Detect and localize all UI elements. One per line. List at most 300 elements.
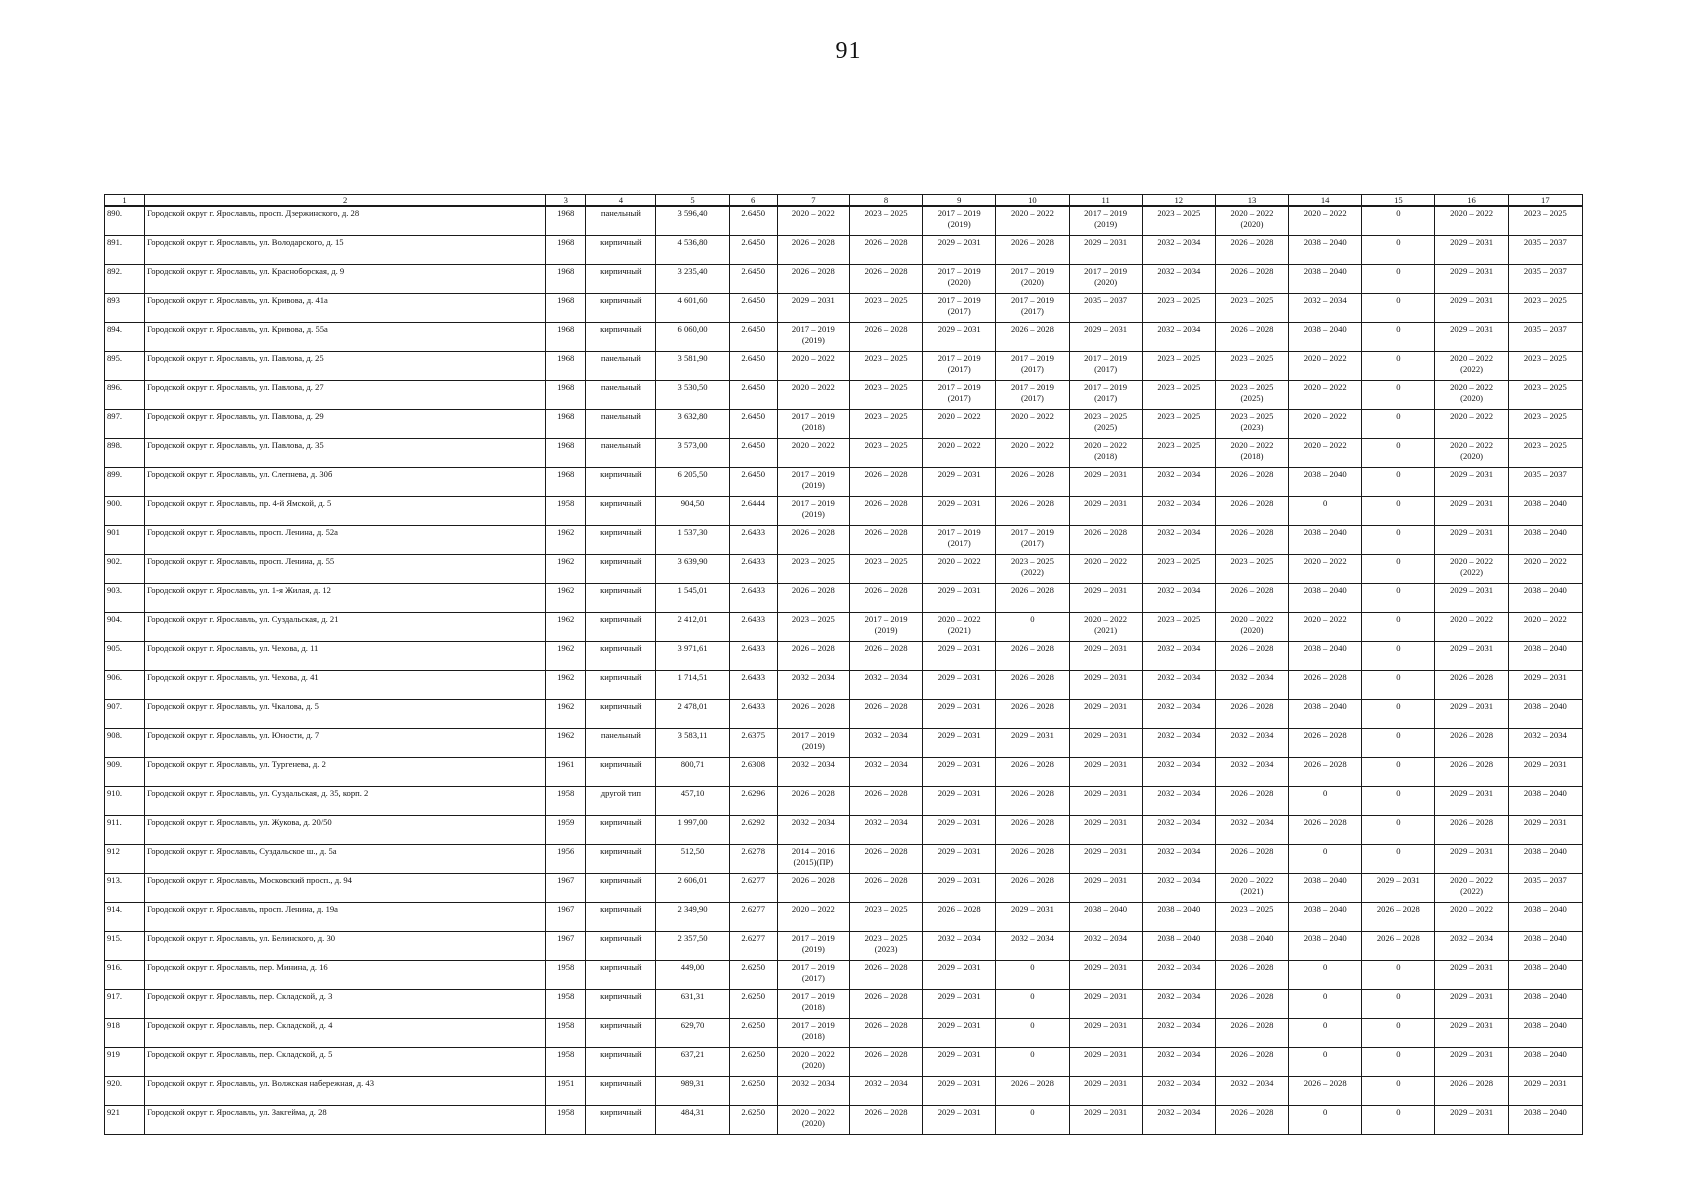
table-row (105, 410, 1583, 439)
table-cell (1435, 323, 1508, 352)
table-cell (849, 1019, 922, 1048)
cell-text: 3 530,50 (677, 382, 708, 392)
table-cell (1289, 961, 1362, 990)
row-number-cell (105, 468, 145, 497)
cell-text: 912 (107, 846, 120, 856)
cell-text: 2023 – 2025 (1230, 295, 1274, 305)
cell-text: (2019) (801, 944, 825, 954)
table-cell (1069, 961, 1142, 990)
table-cell (729, 816, 777, 845)
table-cell (777, 845, 849, 874)
cell-text: 2026 – 2028 (791, 527, 835, 537)
table-cell (849, 671, 922, 700)
table-cell (656, 439, 729, 468)
table-cell (729, 613, 777, 642)
table-cell (1069, 468, 1142, 497)
table-cell (656, 903, 729, 932)
table-cell (1215, 265, 1288, 294)
cell-text: 2038 – 2040 (1523, 1020, 1567, 1030)
address-cell (145, 758, 546, 787)
cell-text: 0 (1396, 208, 1401, 218)
cell-text: 893 (107, 295, 120, 305)
table-cell (1215, 874, 1288, 903)
cell-text: 2029 – 2031 (937, 1020, 981, 1030)
cell-text: 2017 – 2019 (1084, 353, 1128, 363)
table-cell (1508, 236, 1582, 265)
table-cell (656, 206, 729, 236)
table-cell (1069, 584, 1142, 613)
table-cell (996, 468, 1069, 497)
table-cell (1069, 903, 1142, 932)
cell-text: (2019) (801, 480, 825, 490)
cell-text: 2029 – 2031 (1084, 759, 1128, 769)
cell-text: 631,31 (680, 991, 705, 1001)
table-cell (1435, 816, 1508, 845)
cell-text: 2026 – 2028 (1010, 237, 1054, 247)
column-number-cell: 4 (586, 195, 656, 207)
cell-text: кирпичный (600, 933, 642, 943)
table-cell (1069, 729, 1142, 758)
cell-text: (2025) (1094, 422, 1118, 432)
cell-text: 0 (1396, 556, 1401, 566)
cell-text: 2032 – 2034 (1157, 701, 1201, 711)
table-cell (656, 294, 729, 323)
table-cell (923, 787, 996, 816)
cell-text: 3 581,90 (677, 353, 708, 363)
table-cell (1142, 265, 1215, 294)
cell-text: Городской округ г. Ярославль, Московский просп., д. 94 (147, 875, 352, 885)
table-cell (546, 294, 586, 323)
cell-text: 2029 – 2031 (1010, 904, 1054, 914)
table-row (105, 1077, 1583, 1106)
table-cell (1289, 294, 1362, 323)
table-cell (1289, 874, 1362, 903)
table-cell (1215, 410, 1288, 439)
table-cell (546, 352, 586, 381)
table-cell (996, 236, 1069, 265)
table-cell (923, 555, 996, 584)
cell-text: кирпичный (600, 266, 642, 276)
table-cell (996, 642, 1069, 671)
table-cell (923, 294, 996, 323)
table-cell (1508, 1019, 1582, 1048)
table-cell (1215, 671, 1288, 700)
cell-text: 2029 – 2031 (1450, 237, 1494, 247)
column-number-cell: 1 (105, 195, 145, 207)
row-number-cell (105, 990, 145, 1019)
table-cell (777, 439, 849, 468)
table-cell (1289, 1106, 1362, 1135)
table-cell (656, 497, 729, 526)
cell-text: 2026 – 2028 (1230, 498, 1274, 508)
cell-text: Городской округ г. Ярославль, ул. Павлова, д. 35 (147, 440, 324, 450)
cell-text: 2032 – 2034 (791, 759, 835, 769)
row-number-cell (105, 961, 145, 990)
table-cell (546, 787, 586, 816)
cell-text: 2017 – 2019 (1084, 382, 1128, 392)
table-cell (546, 265, 586, 294)
cell-text: 2026 – 2028 (864, 585, 908, 595)
cell-text: 2029 – 2031 (937, 759, 981, 769)
table-cell (1435, 265, 1508, 294)
cell-text: 2032 – 2034 (1230, 730, 1274, 740)
table-cell (586, 700, 656, 729)
cell-text: 2020 – 2022 (937, 440, 981, 450)
table-cell (1508, 700, 1582, 729)
table-cell (923, 1048, 996, 1077)
cell-text: панельный (600, 208, 641, 218)
table-cell (1215, 1048, 1288, 1077)
address-cell (145, 1048, 546, 1077)
table-cell (1362, 468, 1435, 497)
cell-text: 910. (107, 788, 123, 798)
table-cell (1215, 700, 1288, 729)
table-cell (1215, 584, 1288, 613)
table-cell (1362, 903, 1435, 932)
cell-text: 2026 – 2028 (864, 1107, 908, 1117)
cell-text: 2026 – 2028 (1450, 817, 1494, 827)
cell-text: 1 537,30 (677, 527, 708, 537)
cell-text: 2020 – 2022 (791, 440, 835, 450)
cell-text: 2029 – 2031 (937, 643, 981, 653)
row-number-cell (105, 1048, 145, 1077)
table-cell (1508, 845, 1582, 874)
cell-text: 2 357,50 (677, 933, 708, 943)
cell-text: Городской округ г. Ярославль, просп. Ленина, д. 55 (147, 556, 335, 566)
table-row (105, 381, 1583, 410)
table-cell (729, 932, 777, 961)
cell-text: 2029 – 2031 (1450, 846, 1494, 856)
cell-text: 2026 – 2028 (864, 237, 908, 247)
cell-text: 2017 – 2019 (791, 411, 835, 421)
cell-text: 2032 – 2034 (1157, 962, 1201, 972)
cell-text: 1968 (557, 353, 575, 363)
table-cell (777, 874, 849, 903)
table-cell (1069, 700, 1142, 729)
cell-text: кирпичный (600, 469, 642, 479)
cell-text: 2029 – 2031 (1084, 962, 1128, 972)
table-cell (546, 903, 586, 932)
cell-text: 0 (1396, 440, 1401, 450)
table-cell (1508, 265, 1582, 294)
cell-text: 1961 (557, 759, 575, 769)
table-cell (1142, 700, 1215, 729)
cell-text: 2035 – 2037 (1084, 295, 1128, 305)
cell-text: 2029 – 2031 (1450, 527, 1494, 537)
cell-text: 2.6433 (741, 556, 766, 566)
cell-text: 2023 – 2025 (1523, 411, 1567, 421)
cell-text: 2026 – 2028 (1010, 875, 1054, 885)
cell-text: 2020 – 2022 (1450, 904, 1494, 914)
row-number-cell (105, 323, 145, 352)
address-cell (145, 555, 546, 584)
table-cell (1362, 439, 1435, 468)
cell-text: 1968 (557, 382, 575, 392)
cell-text: 2026 – 2028 (864, 469, 908, 479)
cell-text: 917. (107, 991, 123, 1001)
cell-text: 637,21 (680, 1049, 705, 1059)
cell-text: 0 (1396, 817, 1401, 827)
cell-text: 2029 – 2031 (1450, 701, 1494, 711)
cell-text: 2032 – 2034 (864, 759, 908, 769)
table-cell (1215, 555, 1288, 584)
cell-text: 2023 – 2025 (864, 353, 908, 363)
table-cell (546, 729, 586, 758)
column-number-cell: 15 (1362, 195, 1435, 207)
cell-text: 2032 – 2034 (1157, 817, 1201, 827)
cell-text: 0 (1396, 411, 1401, 421)
cell-text: 0 (1396, 701, 1401, 711)
address-cell (145, 642, 546, 671)
cell-text: 0 (1396, 295, 1401, 305)
table-cell (1142, 555, 1215, 584)
table-cell (1069, 555, 1142, 584)
table-cell (849, 236, 922, 265)
cell-text: 2032 – 2034 (864, 730, 908, 740)
row-number-cell (105, 1106, 145, 1135)
cell-text: кирпичный (600, 614, 642, 624)
table-cell (923, 729, 996, 758)
cell-text: 2032 – 2034 (1230, 817, 1274, 827)
cell-text: 6 060,00 (677, 324, 708, 334)
cell-text: 2032 – 2034 (1157, 846, 1201, 856)
cell-text: 2023 – 2025 (1157, 295, 1201, 305)
table-cell (849, 468, 922, 497)
cell-text: 1958 (557, 1049, 575, 1059)
cell-text: 2017 – 2019 (1010, 382, 1054, 392)
cell-text: 2029 – 2031 (791, 295, 835, 305)
column-number-cell: 12 (1142, 195, 1215, 207)
cell-text: 2038 – 2040 (1157, 904, 1201, 914)
cell-text: Городской округ г. Ярославль, пер. Минина, д. 16 (147, 962, 328, 972)
cell-text: 2.6433 (741, 643, 766, 653)
cell-text: 2029 – 2031 (1084, 817, 1128, 827)
cell-text: 2020 – 2022 (1523, 556, 1567, 566)
cell-text: 3 235,40 (677, 266, 708, 276)
cell-text: 4 601,60 (677, 295, 708, 305)
table-cell (656, 265, 729, 294)
cell-text: 2020 – 2022 (791, 904, 835, 914)
table-cell (849, 845, 922, 874)
table-cell (1289, 932, 1362, 961)
cell-text: 2020 – 2022 (1230, 614, 1274, 624)
table-cell (1435, 729, 1508, 758)
cell-text: 2038 – 2040 (1523, 962, 1567, 972)
cell-text: 2035 – 2037 (1523, 324, 1567, 334)
cell-text: 1956 (557, 846, 575, 856)
address-cell (145, 439, 546, 468)
cell-text: Городской округ г. Ярославль, ул. Белинского, д. 30 (147, 933, 336, 943)
cell-text: 2029 – 2031 (937, 585, 981, 595)
row-number-cell (105, 410, 145, 439)
cell-text: 1959 (557, 817, 575, 827)
table-cell (923, 323, 996, 352)
table-cell (1215, 961, 1288, 990)
cell-text: 2020 – 2022 (1450, 440, 1494, 450)
cell-text: 2029 – 2031 (1450, 962, 1494, 972)
table-cell (1215, 903, 1288, 932)
cell-text: кирпичный (600, 759, 642, 769)
table-cell (1142, 990, 1215, 1019)
table-cell (1069, 816, 1142, 845)
table-cell (1435, 468, 1508, 497)
cell-text: 2026 – 2028 (791, 585, 835, 595)
table-cell (1435, 758, 1508, 787)
table-cell (1362, 555, 1435, 584)
address-cell (145, 236, 546, 265)
cell-text: 2029 – 2031 (1450, 1049, 1494, 1059)
cell-text: 2032 – 2034 (1157, 585, 1201, 595)
table-cell (996, 294, 1069, 323)
table-cell (729, 323, 777, 352)
cell-text: кирпичный (600, 1049, 642, 1059)
cell-text: 2020 – 2022 (1010, 411, 1054, 421)
table-cell (1215, 1077, 1288, 1106)
row-number-cell (105, 845, 145, 874)
table-cell (546, 236, 586, 265)
cell-text: панельный (600, 411, 641, 421)
table-cell (1069, 294, 1142, 323)
cell-text: Городской округ г. Ярославль, ул. Чкалова, д. 5 (147, 701, 319, 711)
table-cell (777, 1077, 849, 1106)
row-number-cell (105, 236, 145, 265)
cell-text: 2026 – 2028 (1230, 991, 1274, 1001)
table-cell (1215, 990, 1288, 1019)
address-cell (145, 816, 546, 845)
cell-text: Городской округ г. Ярославль, ул. Чехова, д. 11 (147, 643, 319, 653)
table-cell (1289, 990, 1362, 1019)
table-cell (546, 381, 586, 410)
row-number-cell (105, 816, 145, 845)
cell-text: 2026 – 2028 (1010, 643, 1054, 653)
cell-text: 2038 – 2040 (1523, 1049, 1567, 1059)
cell-text: 1967 (557, 933, 575, 943)
table-cell (1435, 555, 1508, 584)
table-row (105, 961, 1583, 990)
cell-text: 2032 – 2034 (1157, 237, 1201, 247)
table-cell (1435, 700, 1508, 729)
table-cell (656, 555, 729, 584)
table-row (105, 352, 1583, 381)
table-cell (1289, 816, 1362, 845)
cell-text: (2022) (1460, 886, 1483, 896)
table-cell (1435, 294, 1508, 323)
row-number-cell (105, 613, 145, 642)
table-cell (1142, 584, 1215, 613)
table-cell (1142, 381, 1215, 410)
cell-text: (2020) (947, 277, 971, 287)
cell-text: кирпичный (600, 1107, 642, 1117)
cell-text: 2023 – 2025 (1157, 614, 1201, 624)
table-cell (586, 468, 656, 497)
cell-text: 894. (107, 324, 123, 334)
table-cell (586, 729, 656, 758)
cell-text: 2032 – 2034 (1157, 672, 1201, 682)
table-cell (546, 816, 586, 845)
cell-text: 2029 – 2031 (937, 962, 981, 972)
cell-text: 2.6450 (741, 382, 766, 392)
column-number-cell: 17 (1508, 195, 1582, 207)
address-cell (145, 1019, 546, 1048)
table-row (105, 1106, 1583, 1135)
cell-text: кирпичный (600, 527, 642, 537)
table-cell (1069, 1077, 1142, 1106)
cell-text: 898. (107, 440, 123, 450)
table-cell (1069, 1048, 1142, 1077)
table-cell (1508, 961, 1582, 990)
table-cell (1215, 787, 1288, 816)
cell-text: 2026 – 2028 (864, 527, 908, 537)
table-cell (1289, 526, 1362, 555)
cell-text: 2.6433 (741, 614, 766, 624)
cell-text: 6 205,50 (677, 469, 708, 479)
table-cell (1289, 758, 1362, 787)
table-cell (586, 816, 656, 845)
cell-text: 0 (1030, 962, 1035, 972)
table-row (105, 816, 1583, 845)
cell-text: 2026 – 2028 (1303, 759, 1347, 769)
cell-text: 2.6375 (741, 730, 766, 740)
table-cell (1508, 932, 1582, 961)
table-cell (777, 236, 849, 265)
table-cell (777, 555, 849, 584)
cell-text: 2029 – 2031 (1084, 585, 1128, 595)
cell-text: 2032 – 2034 (1157, 324, 1201, 334)
cell-text: 2029 – 2031 (1084, 643, 1128, 653)
table-cell (996, 990, 1069, 1019)
cell-text: панельный (600, 353, 641, 363)
table-cell (849, 903, 922, 932)
cell-text: 2032 – 2034 (791, 672, 835, 682)
table-cell (996, 352, 1069, 381)
table-cell (656, 758, 729, 787)
table-cell (1215, 1106, 1288, 1135)
cell-text: 0 (1396, 1107, 1401, 1117)
cell-text: 2026 – 2028 (1010, 498, 1054, 508)
cell-text: 2029 – 2031 (1084, 875, 1128, 885)
cell-text: 2029 – 2031 (937, 875, 981, 885)
cell-text: Городской округ г. Ярославль, ул. Волжская набережная, д. 43 (147, 1078, 375, 1088)
cell-text: (2020) (1460, 451, 1483, 461)
cell-text: (2019) (1094, 219, 1118, 229)
cell-text: 2023 – 2025 (864, 411, 908, 421)
cell-text: 2026 – 2028 (1010, 817, 1054, 827)
table-cell (656, 729, 729, 758)
table-cell (1289, 206, 1362, 236)
table-row (105, 613, 1583, 642)
table-cell (1362, 700, 1435, 729)
table-cell (729, 758, 777, 787)
cell-text: 2038 – 2040 (1303, 266, 1347, 276)
cell-text: 2029 – 2031 (937, 672, 981, 682)
cell-text: кирпичный (600, 1078, 642, 1088)
table-cell (923, 961, 996, 990)
table-cell (1215, 845, 1288, 874)
cell-text: (2017) (947, 393, 971, 403)
table-cell (849, 816, 922, 845)
table-cell (849, 497, 922, 526)
table-cell (656, 932, 729, 961)
column-number-cell: 8 (849, 195, 922, 207)
table-cell (1069, 613, 1142, 642)
cell-text: кирпичный (600, 846, 642, 856)
cell-text: 3 632,80 (677, 411, 708, 421)
cell-text: 2020 – 2022 (1230, 875, 1274, 885)
table-cell (996, 787, 1069, 816)
cell-text: 2029 – 2031 (937, 469, 981, 479)
table-cell (923, 236, 996, 265)
cell-text: 2032 – 2034 (1157, 527, 1201, 537)
